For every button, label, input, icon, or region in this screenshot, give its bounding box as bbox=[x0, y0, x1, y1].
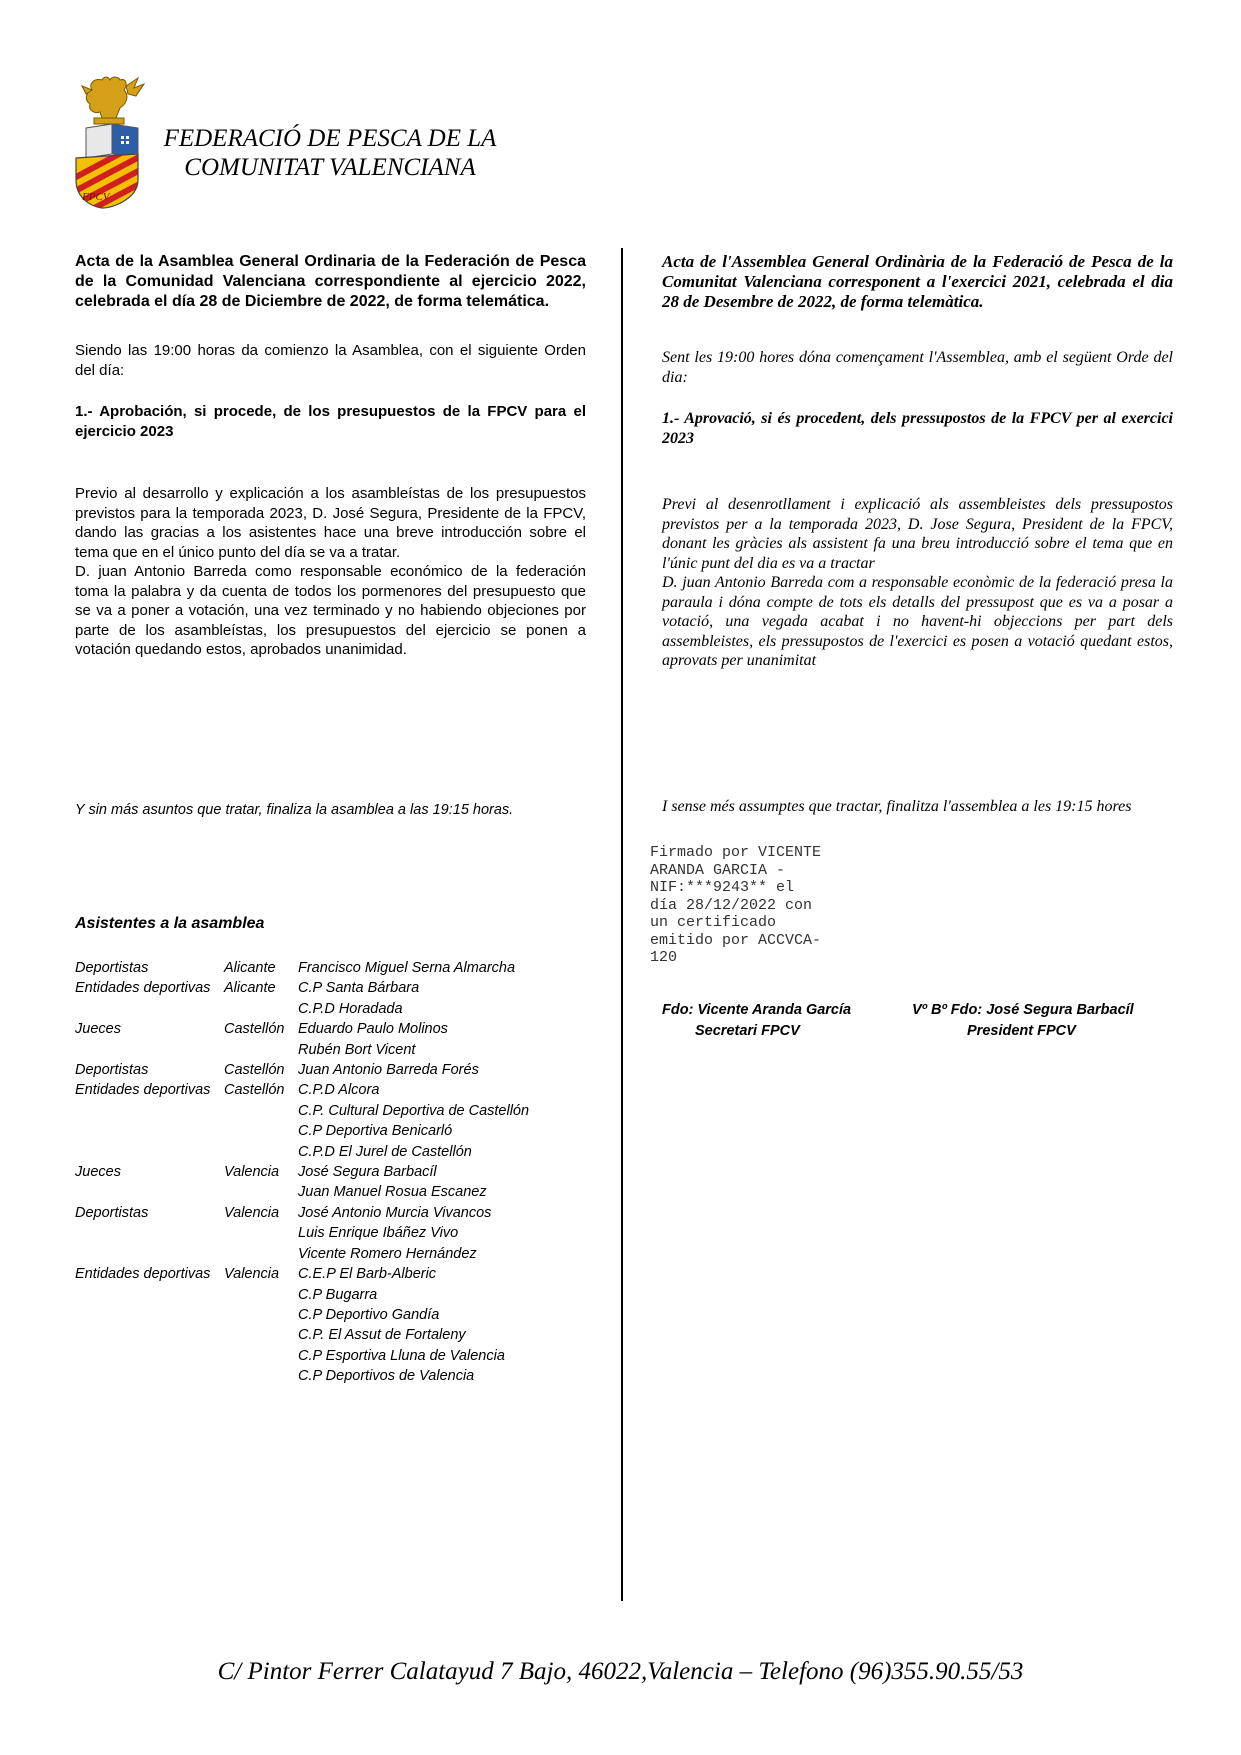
attendee-name: C.P Deportivo Gandía bbox=[298, 1306, 440, 1323]
attendee-name: C.P Bugarra bbox=[298, 1286, 378, 1303]
attendee-category bbox=[75, 1244, 224, 1264]
secretary-role: Secretari FPCV bbox=[695, 1023, 800, 1039]
attendee-category: Deportistas bbox=[75, 960, 149, 976]
attendee-province: Valencia bbox=[224, 1204, 280, 1221]
attendee-category bbox=[75, 1223, 224, 1243]
attendee-province bbox=[224, 1244, 298, 1264]
attendee-category bbox=[75, 1101, 224, 1121]
attendee-province: Valencia bbox=[224, 1164, 280, 1181]
attendee-name: Juan Antonio Barreda Forés bbox=[298, 1062, 479, 1079]
valencian-closing: I sense més assumptes que tractar, finalitza l'assemblea a les 19:15 hores bbox=[662, 798, 1132, 815]
spanish-agenda-item: 1.- Aprobación, si procede, de los presupuestos de la FPCV para el ejercicio 2023 bbox=[75, 403, 586, 440]
attendee-category bbox=[75, 1346, 224, 1366]
attendee-row bbox=[75, 1142, 529, 1162]
attendee-row bbox=[75, 1305, 529, 1325]
attendee-row bbox=[75, 1060, 529, 1080]
attendee-name: Rubén Bort Vicent bbox=[298, 1041, 416, 1058]
president-name: Vº Bº Fdo: José Segura Barbacíl bbox=[912, 1002, 1134, 1018]
attendee-category bbox=[75, 999, 224, 1019]
spanish-column bbox=[75, 252, 586, 660]
attendee-name: Juan Manuel Rosua Escanez bbox=[298, 1184, 487, 1201]
attendee-province bbox=[224, 1223, 298, 1243]
attendee-row bbox=[75, 1040, 529, 1060]
valencian-intro: Sent les 19:00 hores dóna començament l'Assemblea, amb el següent Orde del dia: bbox=[662, 349, 1173, 386]
attendee-category bbox=[75, 1366, 224, 1386]
attendee-province bbox=[224, 1040, 298, 1060]
secretary-name: Fdo: Vicente Aranda García bbox=[662, 1002, 852, 1018]
attendee-province bbox=[224, 1182, 298, 1202]
attendee-province: Castellón bbox=[224, 1082, 285, 1099]
attendee-row bbox=[75, 1121, 529, 1141]
spanish-title: Acta de la Asamblea General Ordinaria de la Federación de Pesca de la Comunidad Valenciana correspondiente al ejercicio 2022, celebrada el día 28 de Diciembre de 2022, de forma telemática. bbox=[75, 253, 586, 310]
attendee-row bbox=[75, 1203, 529, 1223]
valencian-body-1: Previ al desenrotllament i explicació als assembleistes dels pressupostos previstos per a la temporada 2023, D. Jose Segura, President de la FPCV, donant les gràcies als assistent fa una breu introducció sobre el tema que en l'únic punt del dia es va a tractar bbox=[662, 496, 1173, 572]
attendee-province bbox=[224, 999, 298, 1019]
attendee-name: José Antonio Murcia Vivancos bbox=[298, 1204, 492, 1221]
attendee-category: Deportistas bbox=[75, 1062, 149, 1079]
attendee-row bbox=[75, 1346, 529, 1366]
org-name-line2: COMUNITAT VALENCIANA bbox=[184, 154, 476, 181]
attendee-name: C.P Esportiva Lluna de Valencia bbox=[298, 1347, 505, 1364]
spanish-body-1: Previo al desarrollo y explicación a los asambleístas de los presupuestos previstos para la temporada 2023, D. José Segura, Presidente de la FPCV, dando las gracias a los asistentes hace una breve introducción sobre el tema que en el único punto del día se va a tratar. bbox=[75, 485, 586, 561]
attendee-name: C.P Santa Bárbara bbox=[298, 980, 420, 997]
attendee-province: Castellón bbox=[224, 1062, 285, 1079]
digital-signature: Firmado por VICENTE ARANDA GARCIA - NIF:***9243** el día 28/12/2022 con un certificado emitido por ACCVCA- 120 bbox=[650, 844, 822, 966]
attendee-row bbox=[75, 958, 529, 978]
footer-address: C/ Pintor Ferrer Calatayud 7 Bajo, 46022,Valencia – Telefono (96)355.90.55/53 bbox=[217, 1658, 1024, 1685]
secretary-signature bbox=[662, 1000, 851, 1042]
attendee-province bbox=[224, 1285, 298, 1305]
attendee-name: C.P.D Horadada bbox=[298, 1000, 403, 1017]
attendee-province bbox=[224, 1121, 298, 1141]
attendee-name: C.P.D El Jurel de Castellón bbox=[298, 1143, 472, 1160]
attendees-table bbox=[75, 958, 529, 1387]
attendee-category: Entidades deportivas bbox=[75, 1266, 211, 1283]
attendee-name: C.P Deportiva Benicarló bbox=[298, 1123, 453, 1140]
attendee-row bbox=[75, 1223, 529, 1243]
attendee-category bbox=[75, 1325, 224, 1345]
federation-logo bbox=[72, 74, 158, 210]
attendee-province: Castellón bbox=[224, 1021, 285, 1038]
spanish-closing: Y sin más asuntos que tratar, finaliza la asamblea a las 19:15 horas. bbox=[75, 802, 514, 818]
attendee-province bbox=[224, 1101, 298, 1121]
attendee-category: Entidades deportivas bbox=[75, 980, 211, 997]
president-signature bbox=[912, 1000, 1134, 1042]
attendee-category bbox=[75, 1121, 224, 1141]
attendee-row bbox=[75, 1101, 529, 1121]
attendee-province bbox=[224, 1325, 298, 1345]
attendee-row bbox=[75, 999, 529, 1019]
attendees-title: Asistentes a la asamblea bbox=[75, 915, 265, 932]
attendee-province: Alicante bbox=[224, 980, 276, 997]
attendee-name: Vicente Romero Hernández bbox=[298, 1245, 477, 1262]
organization-name bbox=[150, 124, 510, 182]
attendee-name: José Segura Barbacíl bbox=[298, 1164, 437, 1181]
org-name-line1: FEDERACIÓ DE PESCA DE LA bbox=[163, 125, 497, 152]
attendee-province bbox=[224, 1346, 298, 1366]
attendee-category bbox=[75, 1182, 224, 1202]
attendee-row bbox=[75, 1366, 529, 1386]
attendee-row bbox=[75, 978, 529, 998]
attendee-province: Alicante bbox=[224, 960, 276, 976]
attendee-name: C.P.D Alcora bbox=[298, 1082, 380, 1099]
attendee-name: C.P. El Assut de Fortaleny bbox=[298, 1327, 466, 1344]
valencian-title: Acta de l'Assemblea General Ordinària de la Federació de Pesca de la Comunitat Valenciana corresponent a l'exercici 2021, celebrada el dia 28 de Desembre de 2022, de forma telemàtica. bbox=[662, 252, 1173, 311]
attendee-province: Valencia bbox=[224, 1266, 280, 1283]
attendee-category: Entidades deportivas bbox=[75, 1082, 211, 1099]
attendee-row bbox=[75, 1264, 529, 1284]
column-divider bbox=[621, 248, 623, 1601]
valencian-body-2: D. juan Antonio Barreda com a responsable econòmic de la federació presa la paraula i dóna compte de tots els detalls del pressupost que es va a posar a votació, una vegada acabat i no havent-hi objeccions per part dels assembleistes, els pressupostos de l'exercici es posen a votació quedant estos, aprovats per unanimitat bbox=[662, 574, 1173, 669]
attendee-name: C.E.P El Barb-Alberic bbox=[298, 1266, 437, 1283]
attendee-category bbox=[75, 1305, 224, 1325]
attendee-name: Francisco Miguel Serna Almarcha bbox=[298, 960, 516, 976]
attendee-category: Jueces bbox=[75, 1021, 121, 1038]
logo-text: FPCV bbox=[82, 191, 110, 203]
attendee-name: Luis Enrique Ibáñez Vivo bbox=[298, 1225, 459, 1242]
attendee-name: C.P Deportivos de Valencia bbox=[298, 1368, 475, 1385]
attendee-category: Deportistas bbox=[75, 1204, 149, 1221]
valencian-column bbox=[662, 252, 1173, 671]
attendee-category bbox=[75, 1040, 224, 1060]
attendee-row bbox=[75, 1080, 529, 1100]
attendee-row bbox=[75, 1162, 529, 1182]
attendee-province bbox=[224, 1305, 298, 1325]
attendee-category bbox=[75, 1142, 224, 1162]
valencian-agenda-item: 1.- Aprovació, si és procedent, dels pressupostos de la FPCV per al exercici 2023 bbox=[662, 410, 1173, 447]
attendee-province bbox=[224, 1142, 298, 1162]
attendee-category: Jueces bbox=[75, 1164, 121, 1181]
dragon-icon bbox=[82, 77, 144, 118]
president-role: President FPCV bbox=[967, 1023, 1076, 1039]
spanish-intro: Siendo las 19:00 horas da comienzo la Asamblea, con el siguiente Orden del día: bbox=[75, 342, 586, 379]
attendee-name: C.P. Cultural Deportiva de Castellón bbox=[298, 1102, 530, 1119]
attendee-row bbox=[75, 1325, 529, 1345]
spanish-body-2: D. juan Antonio Barreda como responsable económico de la federación toma la palabra y da cuenta de todos los pormenores del presupuesto que se va a poner a votación, una vez terminado y no habiendo objeciones por parte de los asambleístas, los presupuestos del ejercicio se ponen a votación quedando estos, aprobados unanimidad. bbox=[75, 563, 586, 658]
attendee-name: Eduardo Paulo Molinos bbox=[298, 1021, 448, 1038]
attendee-row bbox=[75, 1182, 529, 1202]
attendee-category bbox=[75, 1285, 224, 1305]
attendee-row bbox=[75, 1285, 529, 1305]
attendee-row bbox=[75, 1019, 529, 1039]
attendee-row bbox=[75, 1244, 529, 1264]
attendee-province bbox=[224, 1366, 298, 1386]
